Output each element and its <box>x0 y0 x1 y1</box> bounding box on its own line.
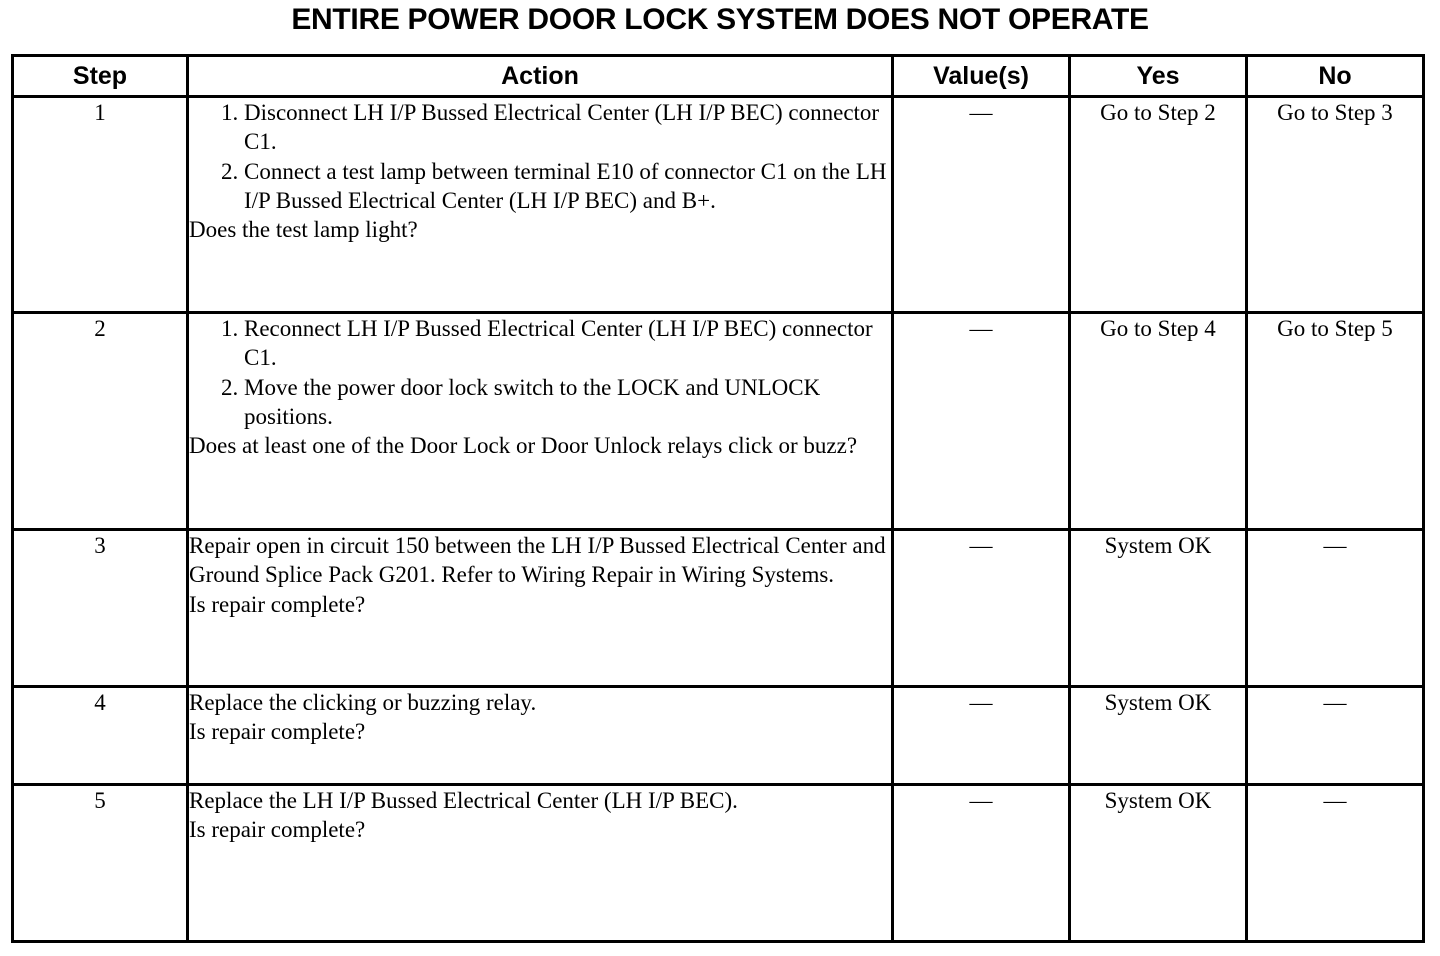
page-title: ENTIRE POWER DOOR LOCK SYSTEM DOES NOT OPERATE <box>291 3 1149 36</box>
yes-cell: System OK <box>1070 687 1247 785</box>
action-steps-list <box>189 314 891 431</box>
action-steps-list <box>189 98 891 215</box>
action-question: Does at least one of the Door Lock or Door Unlock relays click or buzz? <box>189 433 858 459</box>
yes-cell: Go to Step 2 <box>1070 97 1247 313</box>
table-row <box>13 97 1424 313</box>
value-cell: — <box>893 687 1070 785</box>
no-cell: — <box>1247 785 1424 942</box>
action-question: Is repair complete? <box>189 719 366 745</box>
no-cell: Go to Step 3 <box>1247 97 1424 313</box>
value-cell: — <box>893 313 1070 530</box>
action-text: Replace the clicking or buzzing relay. <box>189 690 537 715</box>
no-cell: — <box>1247 687 1424 785</box>
action-question: Is repair complete? <box>189 591 366 617</box>
action-question: Is repair complete? <box>189 817 366 843</box>
no-cell: Go to Step 5 <box>1247 313 1424 530</box>
column-header-yes: Yes <box>1070 56 1247 97</box>
no-cell: — <box>1247 530 1424 687</box>
step-number: 4 <box>13 687 188 785</box>
step-number: 3 <box>13 530 188 687</box>
yes-cell: System OK <box>1070 530 1247 687</box>
action-step: 1. Disconnect LH I/P Bussed Electrical Center (LH I/P BEC) connector C1. <box>244 98 891 157</box>
table-header-row <box>13 56 1424 97</box>
yes-cell: Go to Step 4 <box>1070 313 1247 530</box>
diagnostic-table <box>11 54 1425 943</box>
action-question: Does the test lamp light? <box>189 217 418 243</box>
value-cell: — <box>893 785 1070 942</box>
column-header-values: Value(s) <box>893 56 1070 97</box>
yes-cell: System OK <box>1070 785 1247 942</box>
action-cell <box>188 97 893 313</box>
action-step: 1. Reconnect LH I/P Bussed Electrical Center (LH I/P BEC) connector C1. <box>244 314 891 373</box>
table-row <box>13 687 1424 785</box>
column-header-action: Action <box>188 56 893 97</box>
column-header-step: Step <box>13 56 188 97</box>
action-cell <box>188 313 893 530</box>
step-number: 1 <box>13 97 188 313</box>
table-row <box>13 785 1424 942</box>
table-row <box>13 313 1424 530</box>
value-cell: — <box>893 530 1070 687</box>
value-cell: — <box>893 97 1070 313</box>
action-cell <box>188 785 893 942</box>
action-text: Replace the LH I/P Bussed Electrical Center (LH I/P BEC). <box>189 788 738 813</box>
action-cell <box>188 530 893 687</box>
table-row <box>13 530 1424 687</box>
step-number: 5 <box>13 785 188 942</box>
action-cell <box>188 687 893 785</box>
action-step: 2. Connect a test lamp between terminal E10 of connector C1 on the LH I/P Bussed Electrical Center (LH I/P BEC) and B+. <box>244 157 891 216</box>
action-step: 2. Move the power door lock switch to the LOCK and UNLOCK positions. <box>244 373 891 432</box>
column-header-no: No <box>1247 56 1424 97</box>
step-number: 2 <box>13 313 188 530</box>
action-text: Repair open in circuit 150 between the LH I/P Bussed Electrical Center and Ground Splice Pack G201. Refer to Wiring Repair in Wiring Systems. <box>189 533 886 588</box>
